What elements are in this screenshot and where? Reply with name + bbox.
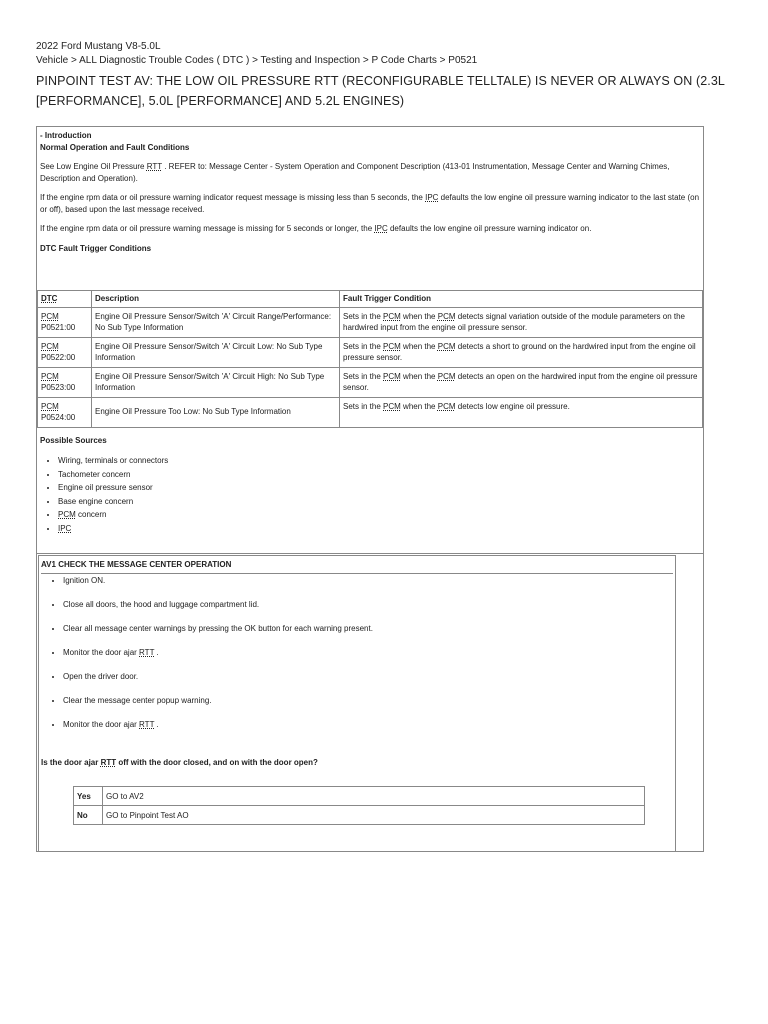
page-title: PINPOINT TEST AV: THE LOW OIL PRESSURE RTT (RECONFIGURABLE TELLTALE) IS NEVER OR ALWAYS ON (2.3L [PERFORMANCE], 5.0L [PERFORMANCE] AND 5.2L ENGINES) <box>36 74 725 108</box>
list-item: • Monitor the door ajar RTT . <box>63 720 373 744</box>
answer-yes-label: Yes <box>74 787 103 806</box>
list-item: • Close all doors, the hood and luggage compartment lid. <box>63 600 373 624</box>
table-row <box>38 397 703 427</box>
list-item: • Base engine concern <box>58 495 168 509</box>
list-item: • Monitor the door ajar RTT . <box>63 648 373 672</box>
answer-no-label: No <box>74 806 103 825</box>
column-header-condition: Fault Trigger Condition <box>340 291 703 308</box>
step-instructions <box>47 576 373 744</box>
fault-trigger-heading: DTC Fault Trigger Conditions <box>40 244 152 253</box>
section-divider <box>37 553 703 554</box>
table-row <box>38 307 703 337</box>
rtt-abbreviation[interactable]: RTT <box>139 648 155 657</box>
description-cell: Engine Oil Pressure Sensor/Switch 'A' Circuit Low: No Sub Type Information <box>92 337 340 367</box>
list-item: • Tachometer concern <box>58 468 168 482</box>
description-cell: Engine Oil Pressure Sensor/Switch 'A' Circuit Range/Performance: No Sub Type Information <box>92 307 340 337</box>
normal-operation-heading: Normal Operation and Fault Conditions <box>40 143 190 152</box>
list-item <box>58 522 168 536</box>
introduction-heading[interactable]: - Introduction <box>40 131 92 140</box>
condition-cell: Sets in the PCM when the PCM detects low engine oil pressure. <box>340 397 703 427</box>
pcm-abbreviation[interactable]: PCM <box>58 510 76 519</box>
ipc-abbreviation[interactable]: IPC <box>374 224 388 233</box>
step-title: AV1 CHECK THE MESSAGE CENTER OPERATION <box>41 557 673 574</box>
procedure-container <box>36 126 704 852</box>
list-item: • PCM concern <box>58 508 168 522</box>
introduction-section <box>40 130 702 255</box>
step-av1-box <box>38 555 676 852</box>
ipc-abbreviation[interactable]: IPC <box>425 193 439 202</box>
pcm-abbreviation[interactable]: PCM <box>41 401 59 411</box>
rtt-abbreviation[interactable]: RTT <box>139 720 155 729</box>
dtc-cell: PCM P0523:00 <box>38 367 92 397</box>
list-item: • Wiring, terminals or connectors <box>58 454 168 468</box>
condition-cell: Sets in the PCM when the PCM detects a short to ground on the hardwired input from the engine oil pressure sensor. <box>340 337 703 367</box>
column-header-dtc[interactable]: DTC <box>38 291 92 308</box>
step-question: Is the door ajar RTT off with the door closed, and on with the door open? <box>41 758 318 767</box>
list-item: • Clear all message center warnings by pressing the OK button for each warning present. <box>63 624 373 648</box>
breadcrumb[interactable]: Vehicle > ALL Diagnostic Trouble Codes ( DTC ) > Testing and Inspection > P Code Charts > P0521 <box>36 55 478 66</box>
intro-paragraph-2: If the engine rpm data or oil pressure warning indicator request message is missing less than 5 seconds, the IPC defaults the low engine oil pressure warning indicator to the last state (on or off), based upon the last message received. <box>40 193 700 214</box>
pcm-abbreviation[interactable]: PCM <box>41 341 59 351</box>
list-item: • Engine oil pressure sensor <box>58 481 168 495</box>
answer-no-link[interactable]: GO to Pinpoint Test AO <box>103 806 645 825</box>
condition-cell: Sets in the PCM when the PCM detects signal variation outside of the module parameters on the hardwired input from the engine oil pressure sensor. <box>340 307 703 337</box>
pcm-abbreviation[interactable]: PCM <box>41 311 59 321</box>
dtc-table <box>37 290 703 428</box>
table-row <box>74 806 645 825</box>
dtc-cell: PCM P0524:00 <box>38 397 92 427</box>
dtc-cell: PCM P0521:00 <box>38 307 92 337</box>
rtt-abbreviation[interactable]: RTT <box>146 162 162 171</box>
description-cell: Engine Oil Pressure Too Low: No Sub Type Information <box>92 397 340 427</box>
possible-sources-heading: Possible Sources <box>40 436 107 445</box>
table-row <box>38 337 703 367</box>
ipc-abbreviation[interactable]: IPC <box>58 523 72 533</box>
intro-paragraph-3: If the engine rpm data or oil pressure warning message is missing for 5 seconds or longer, the IPC defaults the low engine oil pressure warning indicator on. <box>40 224 592 233</box>
rtt-abbreviation[interactable]: RTT <box>100 758 117 767</box>
dtc-cell: PCM P0522:00 <box>38 337 92 367</box>
list-item: • Ignition ON. <box>63 576 373 600</box>
intro-paragraph-1: See Low Engine Oil Pressure RTT . REFER to: Message Center - System Operation and Component Description (413-01 Instrumentation, Message Center and Warning Chimes, Description and Operation). <box>40 162 670 183</box>
vehicle-name: 2022 Ford Mustang V8-5.0L <box>36 41 161 52</box>
list-item: • Open the driver door. <box>63 672 373 696</box>
condition-cell: Sets in the PCM when the PCM detects an open on the hardwired input from the engine oil pressure sensor. <box>340 367 703 397</box>
possible-sources-list <box>42 454 168 535</box>
table-row <box>38 367 703 397</box>
column-header-description: Description <box>92 291 340 308</box>
list-item: • Clear the message center popup warning. <box>63 696 373 720</box>
table-row <box>74 787 645 806</box>
pcm-abbreviation[interactable]: PCM <box>41 371 59 381</box>
answer-yes-link[interactable]: GO to AV2 <box>103 787 645 806</box>
table-header-row <box>38 291 703 308</box>
description-cell: Engine Oil Pressure Sensor/Switch 'A' Circuit High: No Sub Type Information <box>92 367 340 397</box>
document-header <box>36 40 736 111</box>
answer-table <box>73 786 645 825</box>
